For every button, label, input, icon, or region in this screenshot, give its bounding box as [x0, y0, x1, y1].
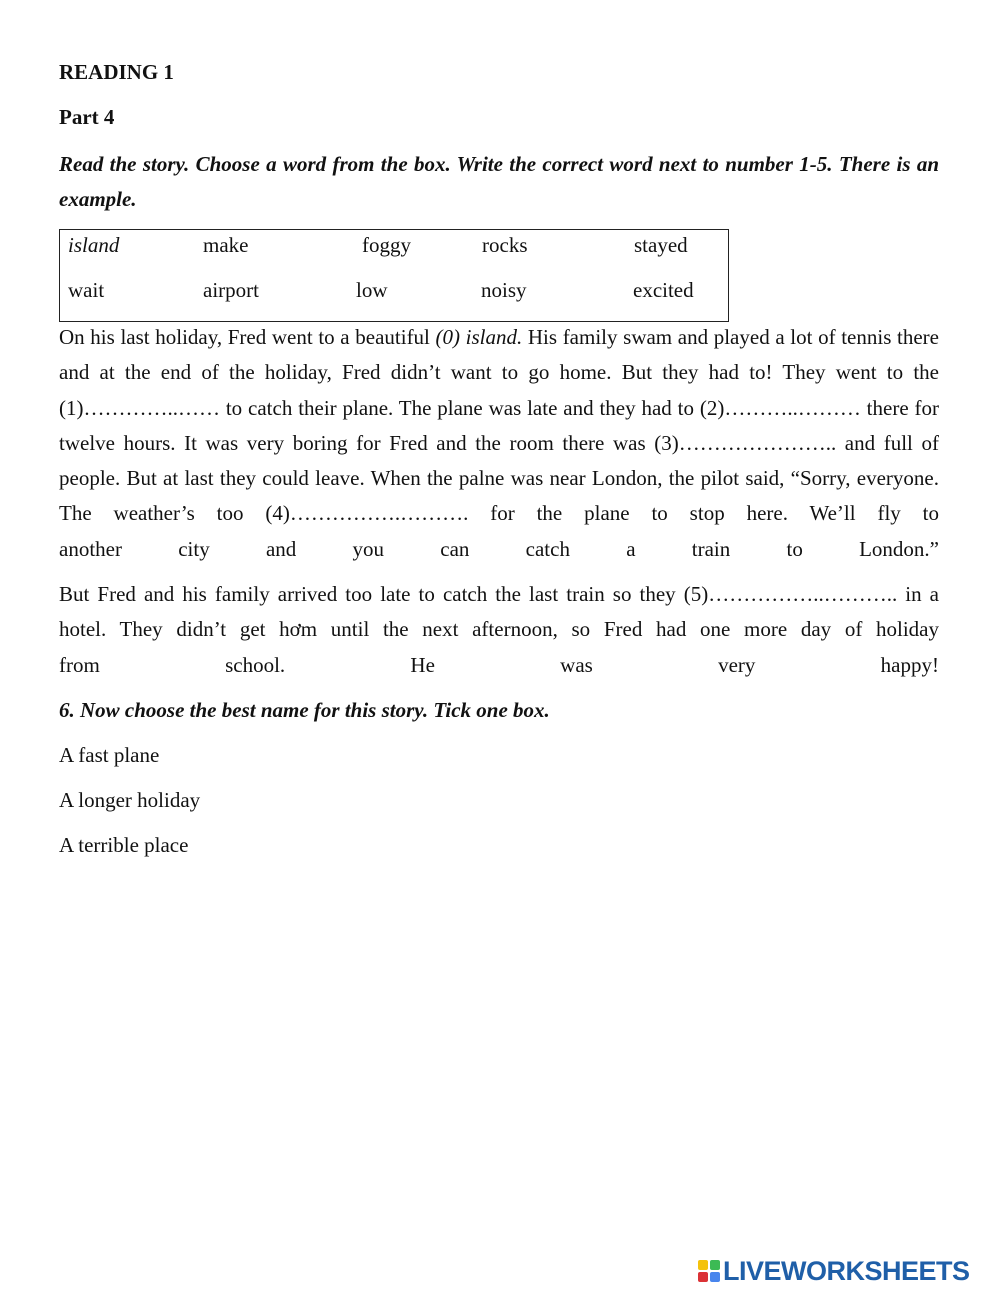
logo-square-blue	[710, 1272, 720, 1282]
story-p2-body: But Fred and his family arrived too late to catch the last train so they (5)……………..……….. in a hotel. They didn’t get hơm until the next afternoon, so Fred had one more day of holiday	[59, 582, 939, 642]
word-make: make	[203, 233, 249, 257]
option-longer-holiday[interactable]: A longer holiday	[59, 788, 201, 812]
story-p1-last-line: another city and you can catch a train to London.”	[59, 536, 939, 561]
reading-title: READING 1	[59, 60, 174, 84]
word-stayed: stayed	[634, 233, 688, 257]
logo-mark-icon	[698, 1260, 720, 1282]
story-paragraph-2	[59, 577, 939, 683]
example-answer: (0) island.	[435, 325, 523, 349]
word-foggy: foggy	[362, 233, 411, 257]
story-paragraph-1	[59, 320, 939, 567]
story-p1-body: His family swam and played a lot of tennis there and at the end of the holiday, Fred didn’t want to go home. But they had to! They went to the (1)…………..…… to catch their plane. The plane was late and they had to (2)………..……… there for twelve hours. It was very boring for Fred and the room there was (3)………………….. and full of people. But at last they could leave. When the palne was near London, the pilot said, “Sorry, everyone. The weather’s too (4)…………….………. for the plane to stop here. We’ll fly to	[59, 325, 939, 526]
word-rocks: rocks	[482, 233, 528, 257]
logo-square-green	[710, 1260, 720, 1270]
logo-square-yellow	[698, 1260, 708, 1270]
logo-square-red	[698, 1272, 708, 1282]
liveworksheets-logo	[698, 1257, 970, 1285]
question-6-prompt: 6. Now choose the best name for this story. Tick one box.	[59, 698, 550, 722]
word-airport: airport	[203, 278, 259, 302]
word-box	[59, 229, 729, 322]
word-excited: excited	[633, 278, 694, 302]
part-title: Part 4	[59, 105, 115, 129]
logo-text: LIVEWORKSHEETS	[723, 1256, 970, 1286]
story-p1-intro: On his last holiday, Fred went to a beautiful	[59, 325, 436, 349]
word-noisy: noisy	[481, 278, 527, 302]
option-fast-plane[interactable]: A fast plane	[59, 743, 160, 767]
option-terrible-place[interactable]: A terrible place	[59, 833, 189, 857]
story-p2-last-line: from school. He was very happy!	[59, 652, 939, 677]
instruction-text: Read the story. Choose a word from the box. Write the correct word next to number 1-5. There is an example.	[59, 152, 939, 211]
word-wait: wait	[68, 278, 105, 302]
word-low: low	[356, 278, 388, 302]
word-island: island	[68, 233, 120, 257]
